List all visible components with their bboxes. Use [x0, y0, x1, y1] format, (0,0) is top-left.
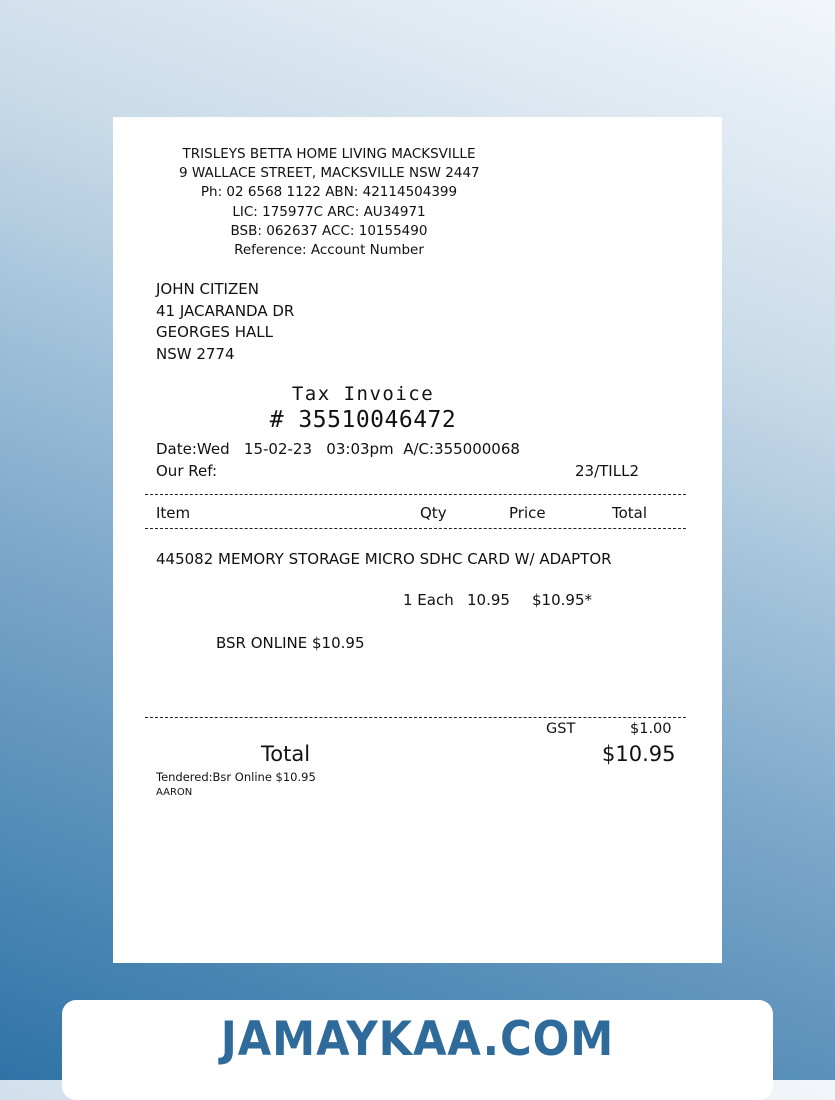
- customer-address-block: [156, 279, 294, 365]
- operator-name: AARON: [156, 787, 193, 798]
- line-item-total: $10.95*: [532, 591, 592, 609]
- store-reference: Reference: Account Number: [234, 242, 424, 259]
- receipt: [113, 117, 722, 963]
- store-lic-arc: LIC: 175977C ARC: AU34971: [232, 203, 426, 220]
- customer-state-postcode: NSW 2774: [156, 344, 235, 363]
- invoice-date-line: Date:Wed 15-02-23 03:03pm A/C:355000068: [156, 440, 520, 458]
- gst-value: $1.00: [630, 721, 672, 737]
- column-header-item: Item: [156, 504, 191, 522]
- total-value: $10.95: [602, 742, 676, 766]
- divider-bottom: [145, 717, 686, 718]
- store-address: 9 WALLACE STREET, MACKSVILLE NSW 2447: [179, 165, 480, 182]
- line-item-qty: 1 Each: [403, 591, 454, 609]
- column-header-price: Price: [509, 504, 546, 522]
- divider-header: [145, 528, 686, 529]
- column-header-qty: Qty: [420, 504, 447, 522]
- payment-note: BSR ONLINE $10.95: [216, 634, 365, 652]
- customer-name: JOHN CITIZEN: [156, 280, 259, 298]
- divider-top: [145, 494, 686, 495]
- store-bsb-acc: BSB: 062637 ACC: 10155490: [230, 222, 428, 239]
- store-header: [179, 145, 479, 260]
- customer-street: 41 JACARANDA DR: [156, 301, 295, 320]
- invoice-number: # 35510046472: [269, 407, 457, 433]
- till-id: 23/TILL2: [575, 462, 639, 480]
- invoice-title: Tax Invoice: [291, 383, 435, 405]
- gst-label: GST: [546, 721, 576, 737]
- total-label: Total: [261, 742, 311, 766]
- store-name: TRISLEYS BETTA HOME LIVING MACKSVILLE: [182, 146, 476, 162]
- line-item-description: 445082 MEMORY STORAGE MICRO SDHC CARD W/ ADAPTOR: [156, 550, 612, 568]
- tendered-line: Tendered:Bsr Online $10.95: [156, 770, 316, 784]
- store-phone-abn: Ph: 02 6568 1122 ABN: 42114504399: [200, 184, 458, 201]
- watermark-site-name: JAMAYKAA.COM: [220, 1012, 615, 1067]
- column-header-total: Total: [612, 504, 648, 522]
- our-ref-label: Our Ref:: [156, 462, 218, 480]
- watermark-banner: [62, 1000, 773, 1100]
- customer-suburb: GEORGES HALL: [156, 323, 273, 342]
- line-item-price: 10.95: [467, 591, 510, 609]
